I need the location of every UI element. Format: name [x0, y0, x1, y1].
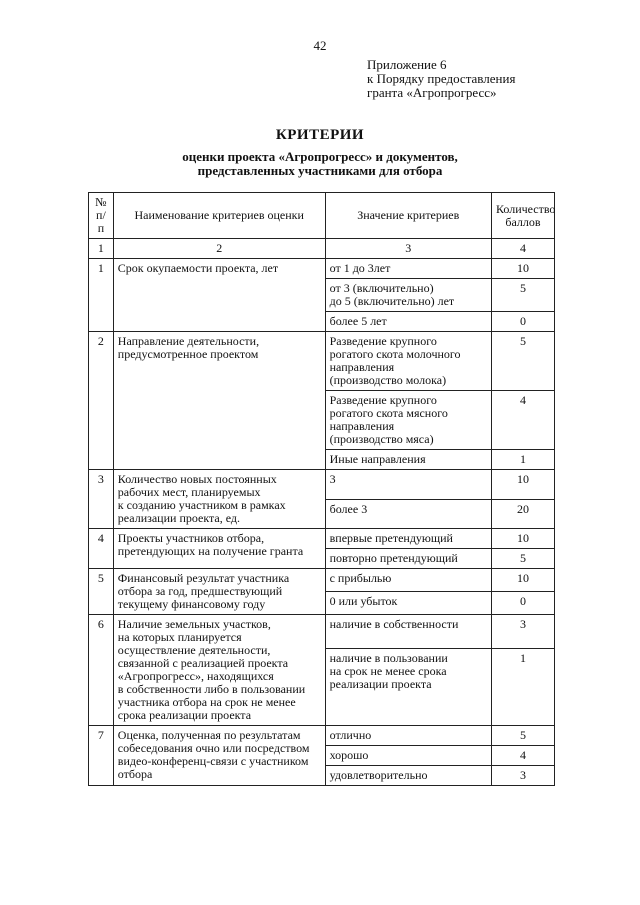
column-index-row: [89, 239, 555, 259]
criterion-value: Иные направления: [325, 450, 491, 470]
criterion-name: Проекты участников отбора, претендующих на получение гранта: [113, 529, 325, 569]
criterion-name: Количество новых постоянных рабочих мест, планируемых к созданию участником в рамках реализации проекта, ед.: [113, 470, 325, 529]
criterion-score: 5: [491, 726, 554, 746]
criterion-value: наличие в собственности: [325, 615, 491, 649]
criterion-value: более 3: [325, 499, 491, 529]
criterion-value: наличие в пользовании на срок не менее срока реализации проекта: [325, 648, 491, 725]
column-index: 1: [89, 239, 114, 259]
criterion-number: 6: [89, 615, 114, 726]
header-name: Наименование критериев оценки: [113, 193, 325, 239]
column-index: 4: [491, 239, 554, 259]
criterion-score: 5: [491, 332, 554, 391]
document-subtitle: [0, 150, 640, 178]
criterion-value: более 5 лет: [325, 312, 491, 332]
criterion-number: 7: [89, 726, 114, 786]
column-index: 2: [113, 239, 325, 259]
criterion-value: впервые претендующий: [325, 529, 491, 549]
subtitle-line: представленных участниками для отбора: [197, 163, 443, 178]
header-value: Значение критериев: [325, 193, 491, 239]
criterion-score: 10: [491, 259, 554, 279]
criterion-value: с прибылью: [325, 569, 491, 592]
criterion-name: Направление деятельности, предусмотренное проектом: [113, 332, 325, 470]
header-num: № п/п: [89, 193, 114, 239]
criterion-number: 3: [89, 470, 114, 529]
criterion-name: Финансовый результат участника отбора за год, предшествующий текущему финансовому году: [113, 569, 325, 615]
criterion-value: от 1 до 3лет: [325, 259, 491, 279]
table-row: [89, 332, 555, 391]
appendix-line: Приложение 6: [367, 57, 447, 72]
criterion-score: 10: [491, 529, 554, 549]
criterion-name: Наличие земельных участков, на которых планируется осуществление деятельности, связанной с реализацией проекта «Агропрогресс», находящихся в собственности либо в пользовании участника отбора на срок не менее срока реализации проекта: [113, 615, 325, 726]
criterion-score: 10: [491, 470, 554, 500]
criterion-score: 3: [491, 615, 554, 649]
header-row: [89, 193, 555, 239]
criterion-score: 5: [491, 279, 554, 312]
criterion-number: 4: [89, 529, 114, 569]
table-row: [89, 259, 555, 279]
table-row: [89, 569, 555, 592]
criterion-score: 10: [491, 569, 554, 592]
criterion-value: 0 или убыток: [325, 592, 491, 615]
criterion-value: повторно претендующий: [325, 549, 491, 569]
criterion-value: от 3 (включительно) до 5 (включительно) лет: [325, 279, 491, 312]
criterion-value: Разведение крупного рогатого скота мясного направления (производство мяса): [325, 391, 491, 450]
criterion-score: 1: [491, 648, 554, 725]
appendix-line: к Порядку предоставления: [367, 71, 516, 86]
criterion-score: 0: [491, 312, 554, 332]
page-number: 42: [313, 38, 327, 53]
criterion-score: 4: [491, 746, 554, 766]
criterion-name: Срок окупаемости проекта, лет: [113, 259, 325, 332]
criterion-number: 1: [89, 259, 114, 332]
criteria-body: [89, 259, 555, 786]
table-row: [89, 615, 555, 649]
criterion-value: 3: [325, 470, 491, 500]
criterion-score: 20: [491, 499, 554, 529]
table-row: [89, 726, 555, 746]
criteria-table: [88, 192, 555, 786]
criterion-score: 3: [491, 766, 554, 786]
table-row: [89, 470, 555, 500]
subtitle-line: оценки проекта «Агропрогресс» и документов,: [182, 149, 458, 164]
criterion-score: 5: [491, 549, 554, 569]
criterion-value: отлично: [325, 726, 491, 746]
criterion-score: 0: [491, 592, 554, 615]
column-index: 3: [325, 239, 491, 259]
criterion-value: удовлетворительно: [325, 766, 491, 786]
table-row: [89, 529, 555, 549]
criterion-number: 2: [89, 332, 114, 470]
criterion-score: 4: [491, 391, 554, 450]
criterion-value: Разведение крупного рогатого скота молочного направления (производство молока): [325, 332, 491, 391]
criterion-score: 1: [491, 450, 554, 470]
criterion-name: Оценка, полученная по результатам собеседования очно или посредством видео-конференц-связи с участником отбора: [113, 726, 325, 786]
header-score: Количество баллов: [491, 193, 554, 239]
appendix-note: [367, 58, 515, 100]
criterion-value: хорошо: [325, 746, 491, 766]
criterion-number: 5: [89, 569, 114, 615]
document-title: КРИТЕРИИ: [275, 127, 365, 143]
appendix-line: гранта «Агропрогресс»: [367, 85, 497, 100]
